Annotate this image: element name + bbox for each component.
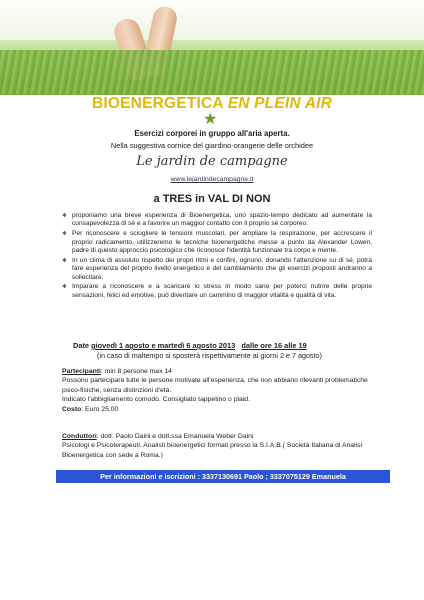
dates-line [73,341,393,350]
location-heading: a TRES in VAL DI NON [153,193,271,205]
conductors-value: : dott. Paolo Daini e dott.ssa Emanuela Weber Daini [96,433,254,440]
dates-note: (in caso di maltempo si sposterà rispettivamente ai giorni 2 e 7 agosto) [97,351,322,360]
star-icon: ★ [203,111,218,128]
list-item: ❖ Per riconoscere e sciogliere le tensioni muscolari, per ampliare la respirazione, per accrescere il proprio radicamento, utilizzeremo le tecniche bioenergetiche messe a punto da Alexander Lowen, padre di questo approccio psicologico che riconosce l'identità funzionale tra corpo e mente. [62,230,372,255]
subtitle: Esercizi corporei in gruppo all'aria aperta. [134,129,290,138]
title-part1: BIOENERGETICA [91,95,228,112]
participants-value: : min 8 persone max 14 [100,368,172,375]
conductors-text: Psicologi e Psicoterapeuti. Analisti bioenergetici formati presso la S.I.A.B.( Società Italiana di Analisi Bioenergetica con sede a Roma.) [62,442,362,459]
participants-text: Possono partecipare tutte le persone motivate all'esperienza, che non abbiano rilevanti problematiche psico-fisiche, senza distinzioni d'età. [62,377,368,394]
title-part2: EN PLEIN AIR [227,95,333,112]
conductors-label: Conduttori [62,433,97,440]
cost-label: Costo [62,405,82,413]
list-item: ❖ In un clima di assoluto rispetto dei propri ritmi e confini, ognuno, donando l'attenzione su di sé, potrà fare esperienza del proprio livello energetico e del cambiamento che gli esercizi proposti andranno a sollecitare. [62,257,372,282]
venue-description: Nella suggestiva cornice del giardino-orangerie delle orchidee [110,141,314,150]
list-item: ❖ Imparare a riconoscere e a scaricare lo stress in modo sano per poterci nutrire delle proprie sensazioni, felici ed emotive, può diventare un cammino di maggior vitalità e qualità di vita. [62,283,372,300]
conductors-block [62,432,382,460]
list-item: ❖ proponiamo una breve esperienza di Bioenergetica, uno spazio-tempo dedicato ad aumentare la consapevolezza di sé e a favorire un maggior contatto con il proprio sé corporeo. [62,212,372,229]
grass-shape [0,50,424,95]
header-photo-feet-grass [0,0,424,95]
cost-value: : Euro 25,00 [81,405,119,413]
venue-logo: Le jardin de campagne [136,154,288,169]
participants-block [62,367,382,414]
contact-bar: Per informazioni e iscrizioni : 3337130691 Paolo ; 3337075129 Emanuela [56,470,390,483]
dates-main: giovedì 1 agosto e martedì 6 agosto 2013 [91,341,236,350]
venue-link[interactable]: www.lejardindecampagne.it [170,176,254,183]
dates-time: dalle ore 16 alle 19 [241,341,307,350]
participants-clothing: Indicato l'abbigliamento comodo. Consigliato tappetino o plaid. [62,396,250,404]
description-list [62,212,372,302]
participants-label: Partecipanti [62,368,101,375]
dates-prefix: Date [73,341,92,350]
